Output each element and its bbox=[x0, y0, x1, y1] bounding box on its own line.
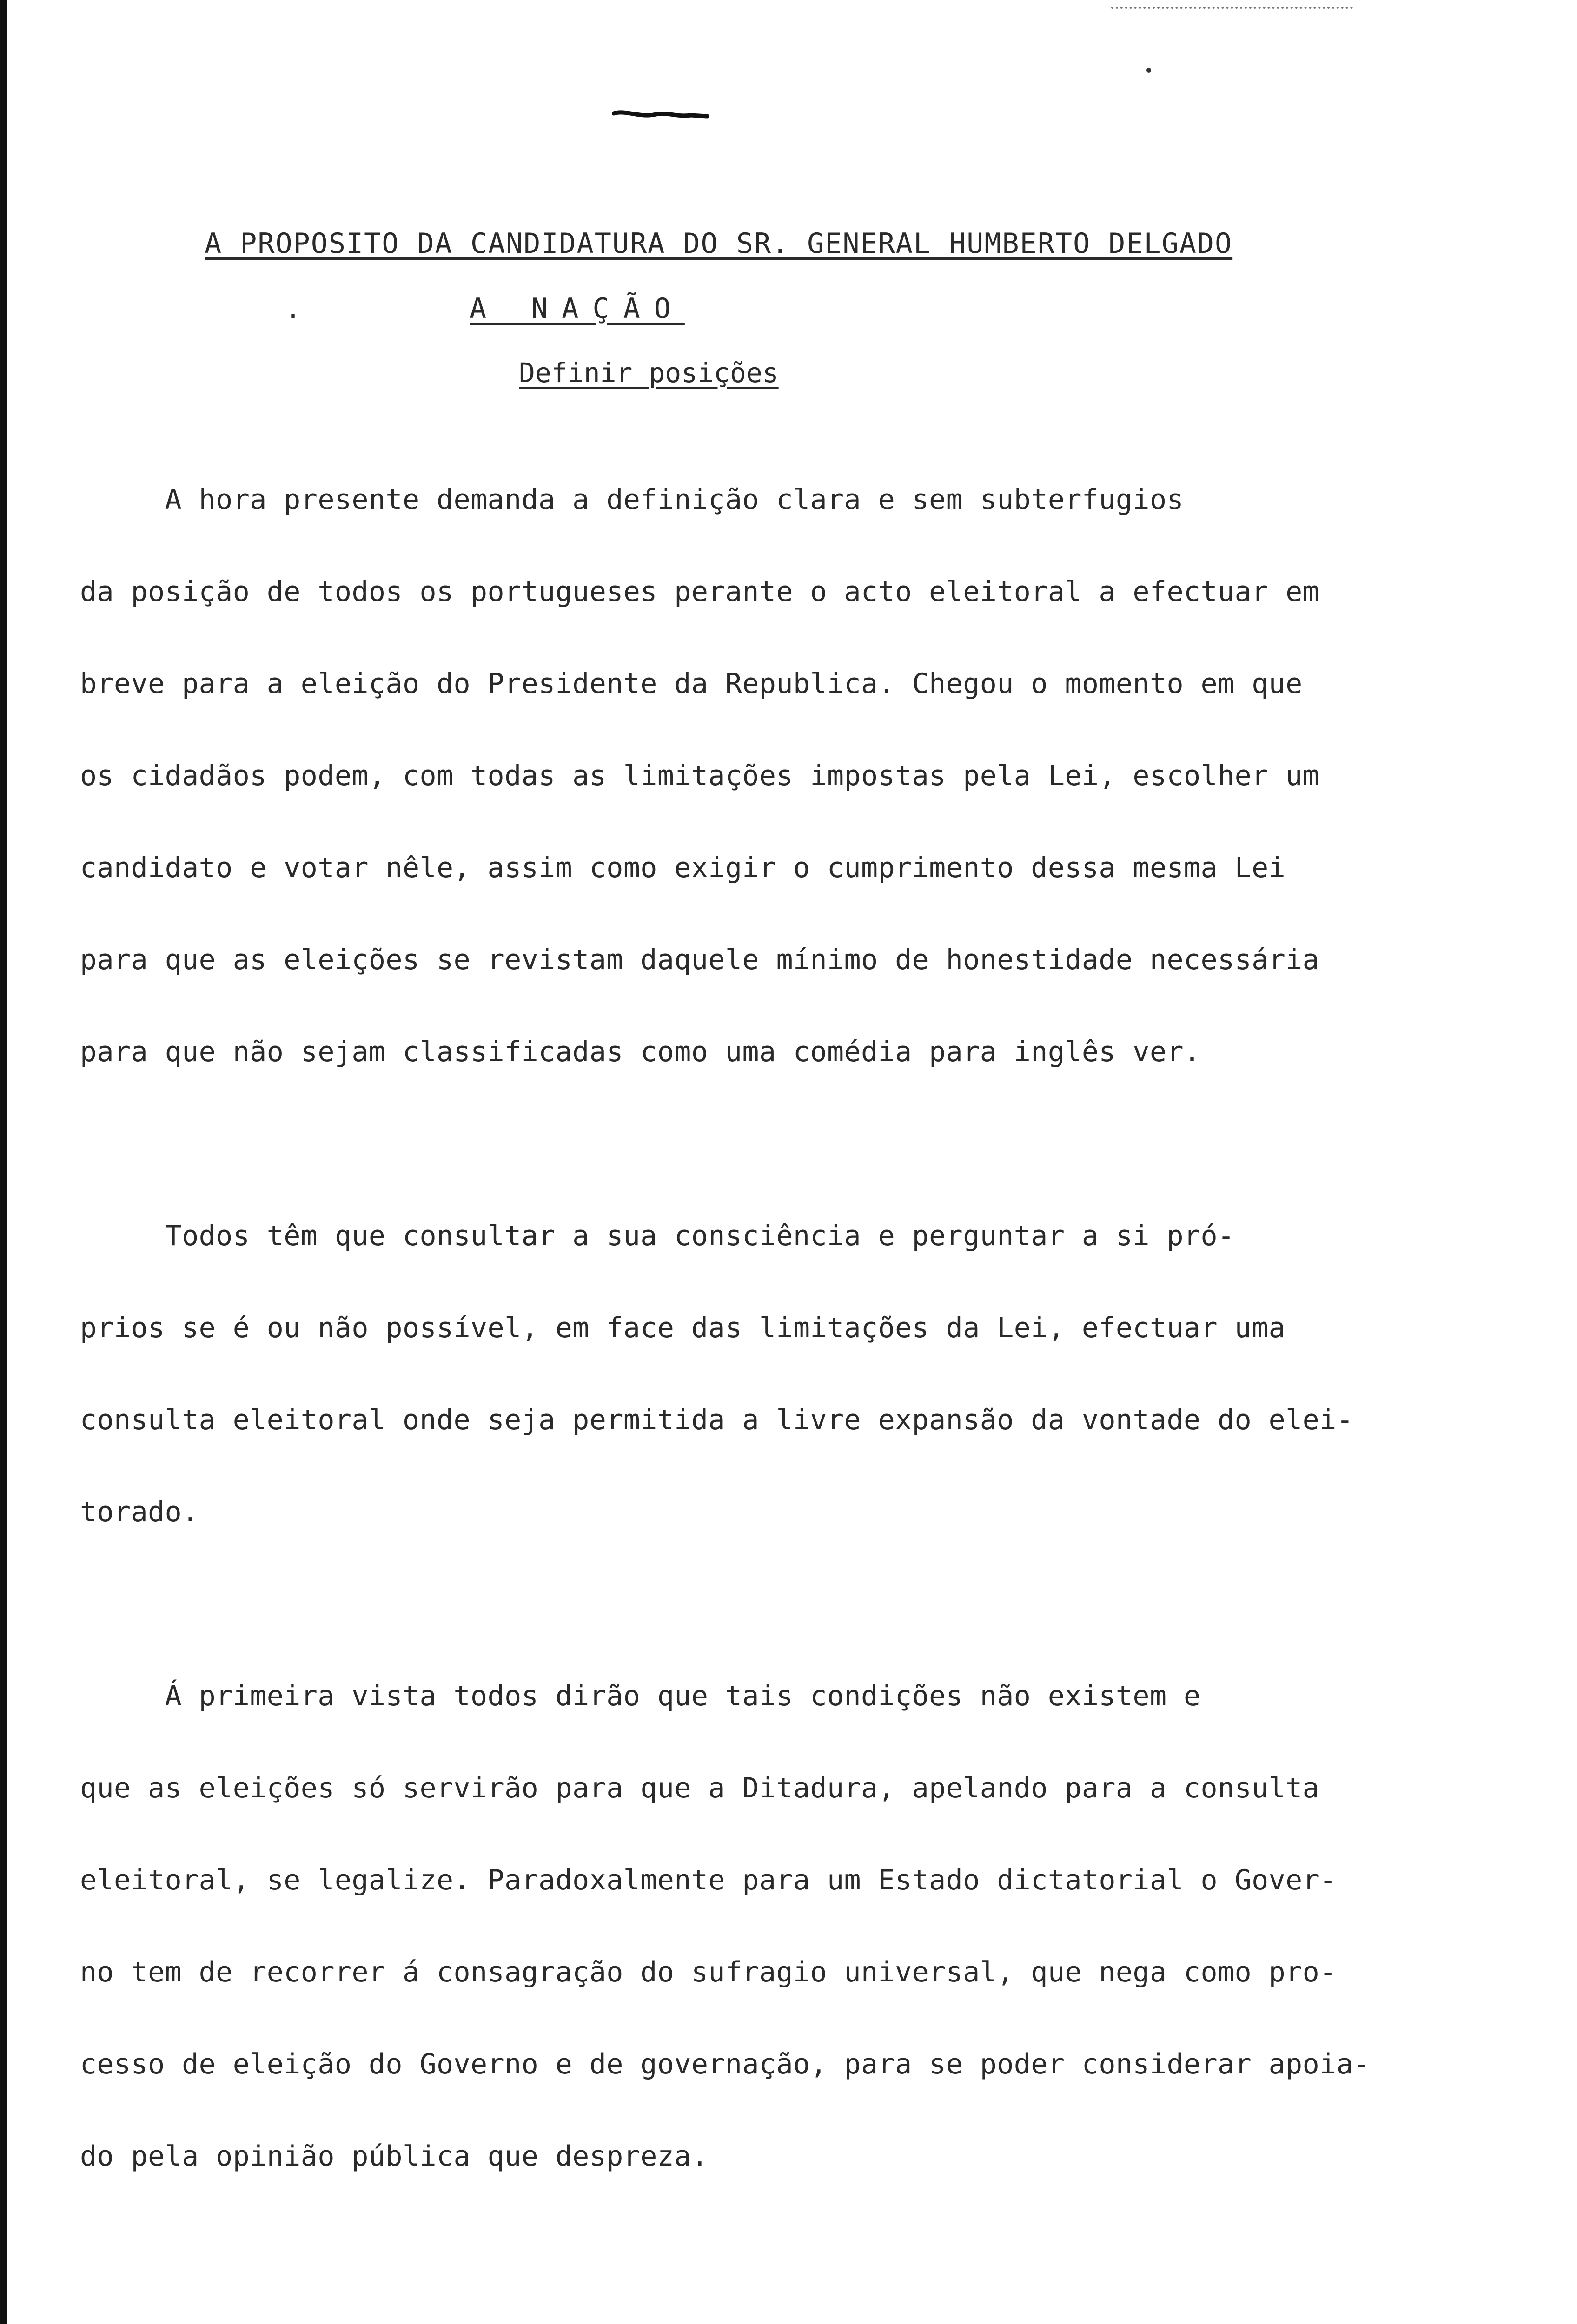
text-line: da posição de todos os portugueses perante o acto eleitoral a efectuar em bbox=[80, 575, 1320, 608]
title-bullet: . bbox=[285, 292, 302, 325]
scan-left-edge bbox=[0, 0, 7, 2324]
text-line: cesso de eleição do Governo e de governação, para se poder considerar apoia- bbox=[80, 2048, 1371, 2080]
paragraph-1 bbox=[80, 423, 1517, 1129]
scan-top-dots bbox=[1111, 7, 1353, 12]
text-line: torado. bbox=[80, 1496, 199, 1528]
text-line: Á primeira vista todos dirão que tais condições não existem e bbox=[80, 1680, 1201, 1712]
text-line: para que as eleições se revistam daquele mínimo de honestidade necessária bbox=[80, 944, 1320, 976]
text-line: eleitoral, se legalize. Paradoxalmente para um Estado dictatorial o Gover- bbox=[80, 1864, 1337, 1896]
ink-scribble-mark bbox=[612, 108, 709, 122]
paragraph-2 bbox=[80, 1159, 1517, 1589]
text-line: breve para a eleição do Presidente da Republica. Chegou o momento em que bbox=[80, 667, 1303, 700]
document-body bbox=[80, 423, 1517, 2324]
text-line: no tem de recorrer á consagração do sufragio universal, que nega como pro- bbox=[80, 1956, 1337, 1988]
text-line: A hora presente demanda a definição clara e sem subterfugios bbox=[80, 483, 1184, 516]
text-line: que as eleições só servirão para que a Ditadura, apelando para a consulta bbox=[80, 1772, 1320, 1804]
text-line: para que não sejam classificadas como uma comédia para inglês ver. bbox=[80, 1036, 1201, 1068]
text-line: os cidadãos podem, com todas as limitações impostas pela Lei, escolher um bbox=[80, 759, 1320, 792]
document-subtitle: Definir posições bbox=[519, 357, 779, 389]
text-line: prios se é ou não possível, em face das limitações da Lei, efectuar uma bbox=[80, 1312, 1286, 1344]
text-line: consulta eleitoral onde seja permitida a livre expansão da vontade do elei- bbox=[80, 1404, 1354, 1436]
paragraph-3 bbox=[80, 1619, 1517, 2233]
text-line: Todos têm que consultar a sua consciência e perguntar a si pró- bbox=[80, 1220, 1235, 1252]
document-title: A NAÇÃO bbox=[470, 292, 685, 325]
ink-speck bbox=[1146, 68, 1151, 73]
text-line: do pela opinião pública que despreza. bbox=[80, 2140, 709, 2172]
text-line: candidato e votar nêle, assim como exigir o cumprimento dessa mesma Lei bbox=[80, 852, 1286, 884]
document-heading: A PROPOSITO DA CANDIDATURA DO SR. GENERAL HUMBERTO DELGADO bbox=[205, 227, 1233, 260]
paragraph-4 bbox=[80, 2264, 1517, 2324]
